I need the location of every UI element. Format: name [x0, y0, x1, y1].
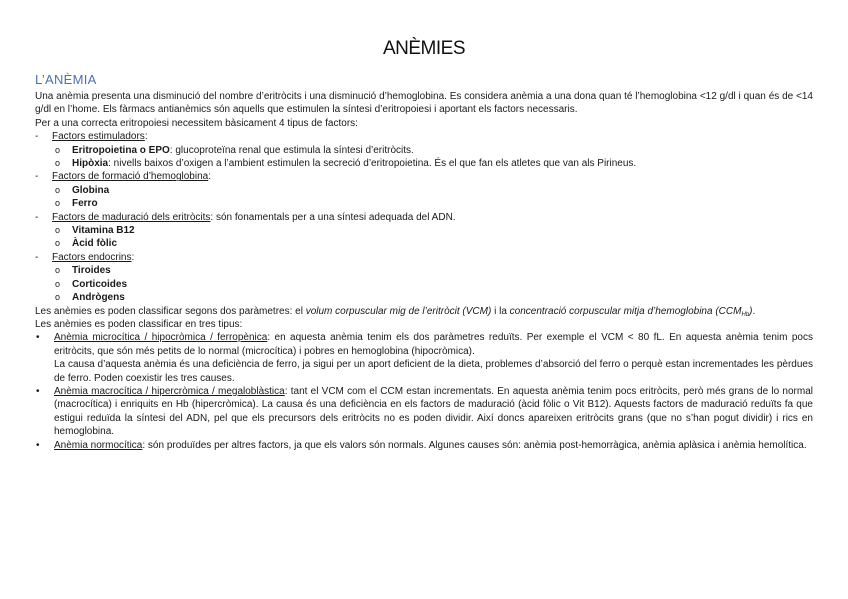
- factor-label: Factors endocrins: [52, 251, 132, 263]
- document-page: [35, 36, 813, 452]
- factor-item: [35, 278, 813, 291]
- anemia-type-text: : són produïdes per altres factors, ja que els valors són normals. Algunes causes són: anèmia post-hemorràgica, anèmia aplàsica i anèmia hemolítica.: [142, 439, 807, 451]
- factor-label: Factors estimuladors: [52, 131, 145, 143]
- factor-item-name: Ferro: [72, 198, 98, 210]
- factor-suffix: :: [208, 171, 211, 183]
- factor-item: [35, 144, 813, 157]
- anemia-type-label: Anèmia normocítica: [54, 439, 143, 451]
- factor-label: Factors de formació d’hemoglobina: [52, 171, 209, 183]
- section-heading: L’ANÈMIA: [35, 72, 97, 87]
- circle-marker: o: [55, 238, 61, 249]
- classify-ccm: [509, 305, 756, 318]
- factor-suffix: : són fonamentals per a una síntesi adequada del ADN.: [210, 211, 456, 223]
- factor-suffix: :: [131, 251, 135, 263]
- factor-suffix: :: [144, 131, 148, 143]
- factor-item-name: Àcid fòlic: [72, 238, 118, 250]
- types-list: [35, 331, 813, 452]
- factor-item-name: Hipòxia: [72, 158, 109, 170]
- factor-item-name: Tiroides: [72, 265, 111, 277]
- circle-marker: o: [55, 184, 61, 195]
- factor-group: [35, 251, 813, 264]
- dash-marker: -: [35, 251, 39, 263]
- factor-group: [35, 211, 813, 224]
- classify-mid: i la: [491, 305, 510, 317]
- classification-paragraph: [35, 305, 813, 318]
- factor-item: [35, 264, 813, 277]
- circle-marker: o: [55, 278, 61, 289]
- circle-marker: o: [55, 225, 61, 236]
- intro-paragraph: Una anèmia presenta una disminució del nombre d’eritròcits i una disminució d’hemoglobina. Es considera anèmia a una dona quan té l’hemoglobina <12 g/dl i quan és de <14 g/dl en l’home. Els fàrmacs antianèmics són aquells que estimulen la síntesi d’eritropoiesi i aportant els factors necessaris.: [35, 91, 813, 116]
- classify-pre: Les anèmies es poden classificar segons dos paràmetres: el: [35, 305, 306, 317]
- dash-marker: -: [35, 171, 39, 183]
- bullet-marker: •: [36, 332, 40, 344]
- anemia-type-label: Anèmia microcítica / hipocròmica / ferropènica: [54, 332, 268, 344]
- classify-ccm-sub: Hb: [741, 311, 750, 318]
- anemia-type-text: : tant el VCM com el CCM estan incrementats. En aquesta anèmia tenim pocs eritròcits, però més grans de lo normal (macrocítica) i enriquits en Hb (hipercròmica). La causa és una deficiència en els factors de maduració (àcid fòlic o Vit B12). Aquests factors de maduració reduïts fa que estigui reduïda la síntesi del ADN, pel que els precursors dels eritròcits no es poden dividir. Així doncs apareixen eritròcits grans (que no s’han pogut dividir) i rics en hemoglobina.: [54, 385, 813, 438]
- factor-item-desc: : glucoproteïna renal que estimula la síntesi d’eritròcits.: [169, 144, 414, 156]
- factor-label: Factors de maduració dels eritròcits: [52, 211, 211, 223]
- dash-marker: -: [35, 131, 39, 143]
- classify-ccm-text: concentració corpuscular mitja d’hemoglobina (CCM: [509, 305, 742, 317]
- factor-item-name: Vitamina B12: [72, 225, 135, 237]
- classify-end: .: [752, 305, 756, 317]
- factor-item: [35, 291, 813, 304]
- factor-item: [35, 157, 813, 170]
- circle-marker: o: [55, 144, 61, 155]
- factor-item: [35, 224, 813, 237]
- factor-item-desc: : nivells baixos d’oxigen a l’ambient estimulen la secreció d’eritropoietina. És el que fan els atletes que van als Pirineus.: [108, 158, 637, 170]
- classify-ccm-end: ): [749, 305, 753, 317]
- factor-group: [35, 170, 813, 183]
- anemia-type: [35, 385, 813, 439]
- factor-item: [35, 197, 813, 210]
- anemia-type-text: : en aquesta anèmia tenim els dos paràmetres reduïts. Per exemple el VCM < 80 fL. En aquesta anèmia tenim pocs eritròcits, que són més petits de lo normal (microcítica) i pobres en hemoglobina (hipocròmica).: [54, 332, 813, 357]
- dash-marker: -: [35, 211, 39, 223]
- factors-list: [35, 130, 813, 304]
- circle-marker: o: [55, 158, 61, 169]
- factor-item-name: Globina: [72, 184, 110, 196]
- factors-intro: Per a una correcta eritropoiesi necessitem bàsicament 4 tipus de factors:: [35, 117, 358, 129]
- circle-marker: o: [55, 265, 61, 276]
- factor-item-name: Andrògens: [72, 292, 125, 304]
- bullet-marker: •: [36, 385, 40, 397]
- anemia-type-label: Anèmia macrocítica / hipercròmica / megaloblàstica: [54, 385, 285, 397]
- circle-marker: o: [55, 292, 61, 303]
- bullet-marker: •: [36, 439, 40, 451]
- page-title: ANÈMIES: [382, 38, 466, 59]
- anemia-type: [35, 439, 813, 452]
- factor-item-name: Corticoides: [72, 278, 128, 290]
- factor-item: [35, 184, 813, 197]
- factor-item: [35, 237, 813, 250]
- classify-vcm: volum corpuscular mig de l’eritròcit (VCM): [305, 305, 492, 317]
- factor-group: [35, 130, 813, 143]
- factor-item-name: Eritropoietina o EPO: [72, 144, 170, 156]
- circle-marker: o: [55, 198, 61, 209]
- types-intro: Les anèmies es poden classificar en tres tipus:: [35, 318, 243, 330]
- anemia-type: [35, 331, 813, 385]
- anemia-type-extra: La causa d’aquesta anèmia és una deficiència de ferro, ja sigui per un aport deficient de la dieta, problemes d’absorció del ferro o perquè estan incrementades les pèrdues de ferro. Poden coexistir les tres causes.: [54, 359, 813, 384]
